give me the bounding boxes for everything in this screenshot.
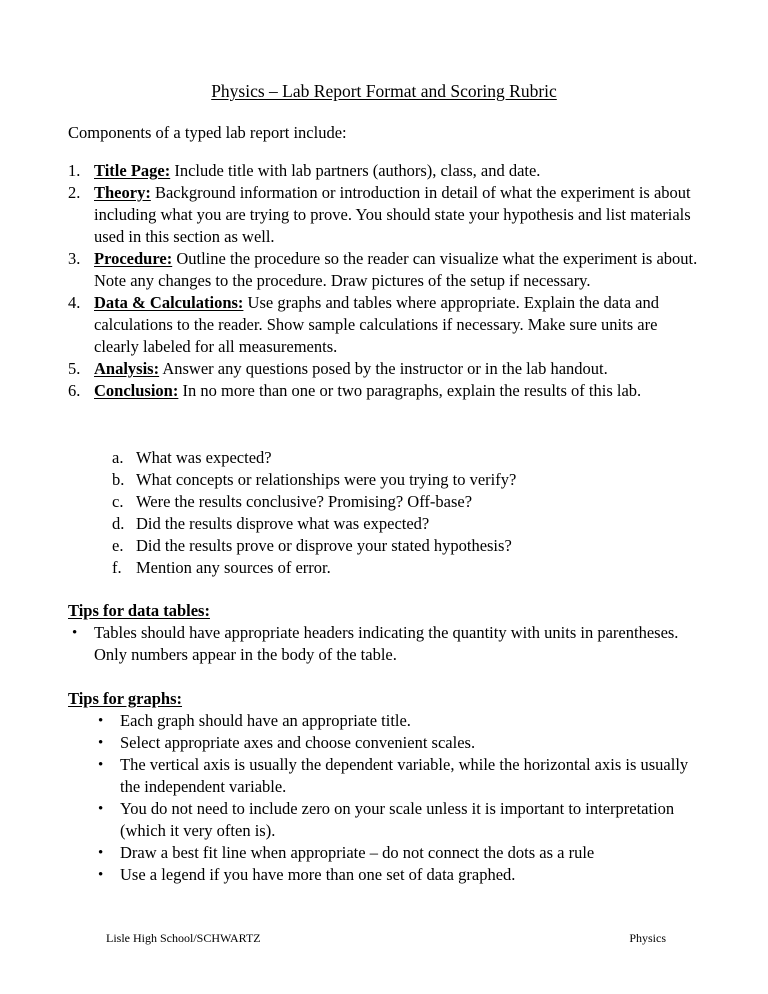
list-item xyxy=(68,160,698,182)
list-item-label: Analysis: xyxy=(94,359,160,378)
components-list xyxy=(68,160,698,402)
list-item-label: Title Page: xyxy=(94,161,171,180)
list-marker: 1. xyxy=(68,161,81,180)
list-item-text: Select appropriate axes and choose convenient scales. xyxy=(120,733,476,752)
list-item-text: Use a legend if you have more than one set of data graphed. xyxy=(120,865,516,884)
list-item xyxy=(112,469,692,491)
page-title xyxy=(0,80,768,102)
list-marker: 6. xyxy=(68,381,81,400)
list-item xyxy=(72,622,697,666)
list-item-label: Theory: xyxy=(94,183,151,202)
list-item-text: Each graph should have an appropriate title. xyxy=(120,711,411,730)
list-item-text: Answer any questions posed by the instructor or in the lab handout. xyxy=(159,359,608,378)
list-item xyxy=(98,798,698,842)
list-marker: e. xyxy=(112,536,124,555)
list-item-text: Include title with lab partners (authors), class, and date. xyxy=(170,161,541,180)
page-title-text: Physics – Lab Report Format and Scoring Rubric xyxy=(211,81,557,101)
page-footer xyxy=(106,930,666,946)
list-marker: f. xyxy=(112,558,122,577)
list-marker: b. xyxy=(112,470,125,489)
bullet-icon: • xyxy=(98,801,104,817)
list-item xyxy=(112,535,692,557)
list-item xyxy=(98,754,698,798)
list-item-text: Were the results conclusive? Promising? Off-base? xyxy=(136,492,473,511)
list-item xyxy=(68,248,698,292)
list-item xyxy=(98,842,698,864)
list-item-text: What concepts or relationships were you trying to verify? xyxy=(136,470,517,489)
list-item-text: Mention any sources of error. xyxy=(136,558,331,577)
conclusion-questions-list xyxy=(112,447,692,579)
list-marker: 5. xyxy=(68,359,81,378)
list-item xyxy=(68,182,698,248)
bullet-icon: • xyxy=(98,867,104,883)
list-item-text: Did the results disprove what was expected? xyxy=(136,514,430,533)
list-item xyxy=(112,557,692,579)
tips-data-tables-heading: Tips for data tables: xyxy=(68,601,210,620)
bullet-icon: • xyxy=(72,625,78,641)
bullet-icon: • xyxy=(98,713,104,729)
list-item-text: What was expected? xyxy=(136,448,272,467)
list-item xyxy=(68,292,698,358)
list-item-text: In no more than one or two paragraphs, explain the results of this lab. xyxy=(178,381,642,400)
list-marker: c. xyxy=(112,492,124,511)
list-marker: 3. xyxy=(68,249,81,268)
list-item xyxy=(112,447,692,469)
list-item xyxy=(68,380,698,402)
intro-paragraph: Components of a typed lab report include: xyxy=(68,123,347,142)
list-item-label: Procedure: xyxy=(94,249,173,268)
list-item xyxy=(98,864,698,886)
list-item xyxy=(98,732,698,754)
list-marker: d. xyxy=(112,514,125,533)
list-marker: a. xyxy=(112,448,124,467)
list-item-text: You do not need to include zero on your scale unless it is important to interpretation (which it very often is). xyxy=(120,799,675,840)
list-item-text: Draw a best fit line when appropriate – do not connect the dots as a rule xyxy=(120,843,595,862)
list-item xyxy=(68,358,698,380)
list-item-text: Tables should have appropriate headers indicating the quantity with units in parentheses. Only numbers appear in the body of the table. xyxy=(94,623,679,664)
bullet-icon: • xyxy=(98,735,104,751)
list-item xyxy=(98,710,698,732)
list-marker: 4. xyxy=(68,293,81,312)
bullet-icon: • xyxy=(98,845,104,861)
list-item-text: Use graphs and tables where appropriate. Explain the data and calculations to the reader. Show sample calculations if necessary. Make sure units are clearly labeled for all measurements. xyxy=(94,293,659,356)
list-item-text: Did the results prove or disprove your stated hypothesis? xyxy=(136,536,512,555)
tips-data-tables-list xyxy=(72,622,697,666)
list-item xyxy=(112,491,692,513)
list-item-text: Background information or introduction in detail of what the experiment is about including what you are trying to prove. You should state your hypothesis and list materials used in this section as well. xyxy=(94,183,691,246)
list-item-label: Conclusion: xyxy=(94,381,179,400)
list-marker: 2. xyxy=(68,183,81,202)
tips-graphs-list xyxy=(98,710,698,886)
bullet-icon: • xyxy=(98,757,104,773)
tips-graphs-heading: Tips for graphs: xyxy=(68,689,183,708)
footer-right-text: Physics xyxy=(629,931,666,945)
list-item-text: The vertical axis is usually the dependent variable, while the horizontal axis is usually the independent variable. xyxy=(120,755,689,796)
list-item xyxy=(112,513,692,535)
list-item-text: Outline the procedure so the reader can visualize what the experiment is about. Note any changes to the procedure. Draw pictures of the setup if necessary. xyxy=(94,249,698,290)
list-item-label: Data & Calculations: xyxy=(94,293,244,312)
footer-left-text: Lisle High School/SCHWARTZ xyxy=(106,931,261,945)
